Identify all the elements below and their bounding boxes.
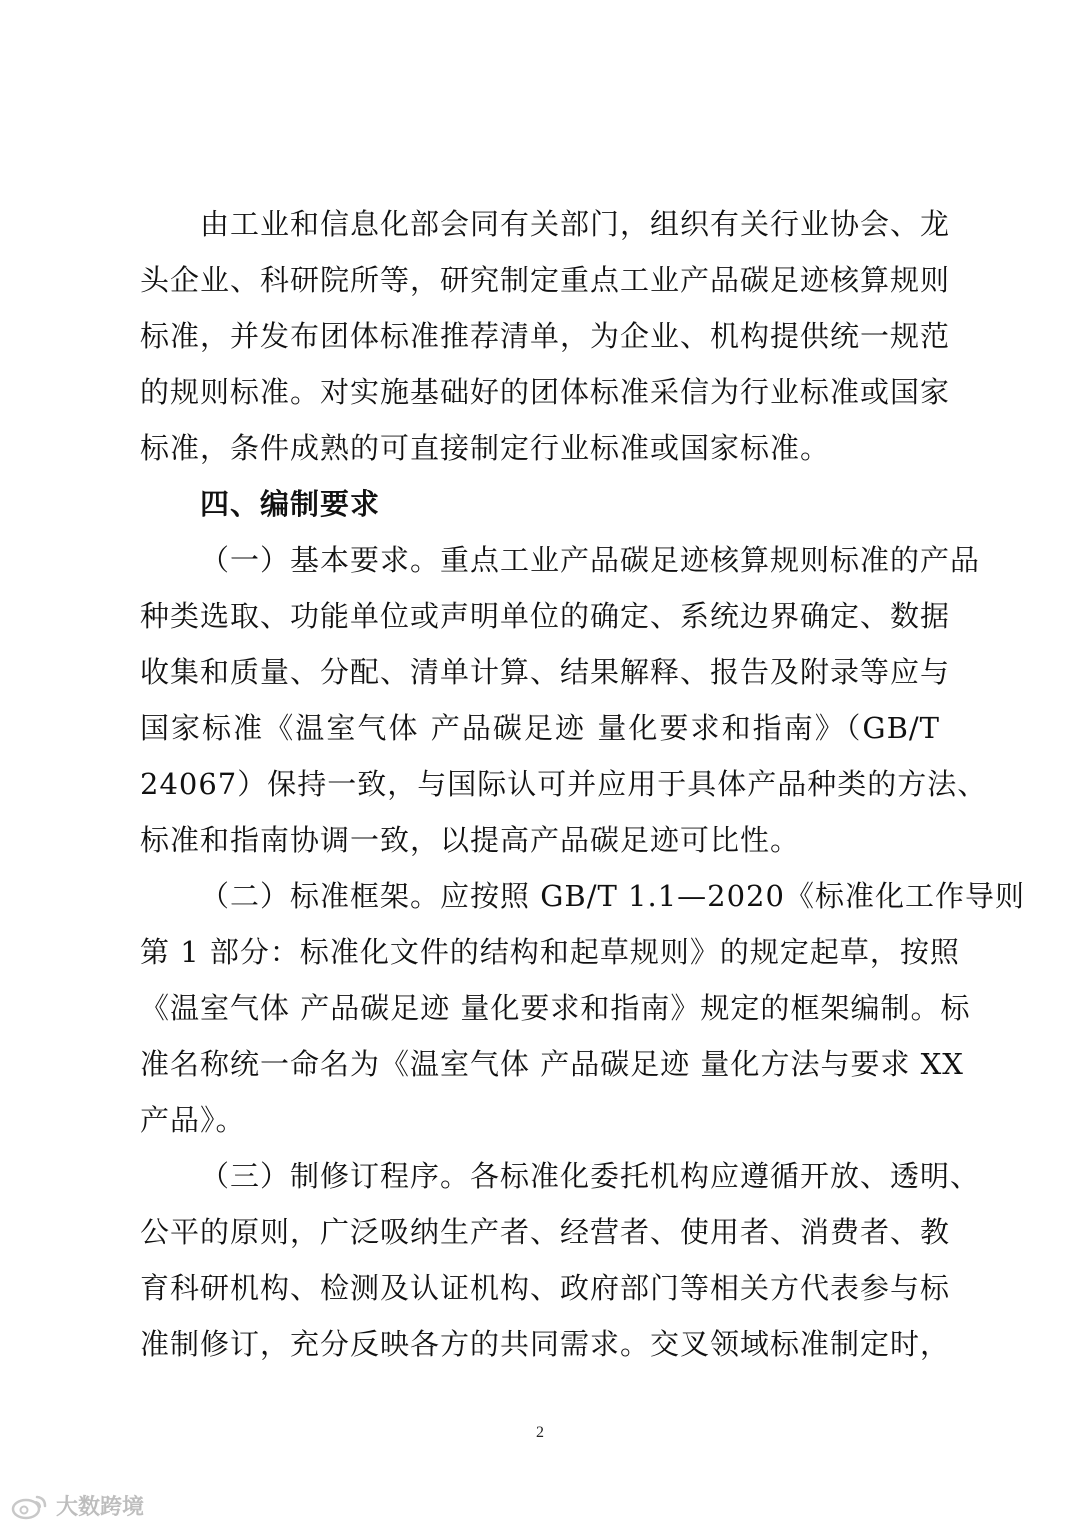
document-body (140, 196, 1025, 1372)
weibo-logo-icon (10, 1492, 50, 1520)
paragraph-line: 《温室气体 产品碳足迹 量化要求和指南》规定的框架编制。标 (140, 991, 971, 1025)
paragraph-line: 准名称统一命名为《温室气体 产品碳足迹 量化方法与要求 XX (140, 1047, 964, 1081)
paragraph-line: 的规则标准。对实施基础好的团体标准采信为行业标准或国家 (140, 375, 951, 409)
paragraph-line: 标准和指南协调一致，以提高产品碳足迹可比性。 (140, 823, 801, 857)
paragraph-line: 产品》。 (140, 1103, 246, 1137)
paragraph-line: 头企业、科研院所等，研究制定重点工业产品碳足迹核算规则 (140, 263, 951, 297)
section-heading: 四、编制要求 (200, 487, 381, 521)
watermark (10, 1490, 144, 1521)
paragraph-line: 第 1 部分：标准化文件的结构和起草规则》的规定起草，按照 (140, 935, 960, 969)
paragraph-line: （二）标准框架。应按照 GB/T 1.1—2020《标准化工作导则 (200, 879, 1025, 913)
paragraph-line: 公平的原则，广泛吸纳生产者、经营者、使用者、消费者、教 (140, 1215, 951, 1249)
paragraph-line: （一）基本要求。重点工业产品碳足迹核算规则标准的产品 (200, 543, 981, 577)
paragraph-line: 标准，条件成熟的可直接制定行业标准或国家标准。 (140, 431, 831, 465)
paragraph-line: 由工业和信息化部会同有关部门，组织有关行业协会、龙 (200, 207, 951, 241)
paragraph-line: 国家标准《温室气体 产品碳足迹 量化要求和指南》（GB/T (140, 711, 940, 745)
paragraph-line: 24067）保持一致，与国际认可并应用于具体产品种类的方法、 (140, 767, 988, 801)
watermark-text: 大数跨境 (56, 1495, 145, 1520)
paragraph-line: 种类选取、功能单位或声明单位的确定、系统边界确定、数据 (140, 599, 951, 633)
paragraph-line: 标准，并发布团体标准推荐清单，为企业、机构提供统一规范 (140, 319, 951, 353)
page-number: 2 (536, 1424, 544, 1441)
paragraph-line: （三）制修订程序。各标准化委托机构应遵循开放、透明、 (200, 1159, 981, 1193)
paragraph-line: 收集和质量、分配、清单计算、结果解释、报告及附录等应与 (140, 655, 951, 689)
paragraph-line: 育科研机构、检测及认证机构、政府部门等相关方代表参与标 (140, 1271, 951, 1305)
paragraph-line: 准制修订，充分反映各方的共同需求。交叉领域标准制定时， (140, 1327, 951, 1361)
